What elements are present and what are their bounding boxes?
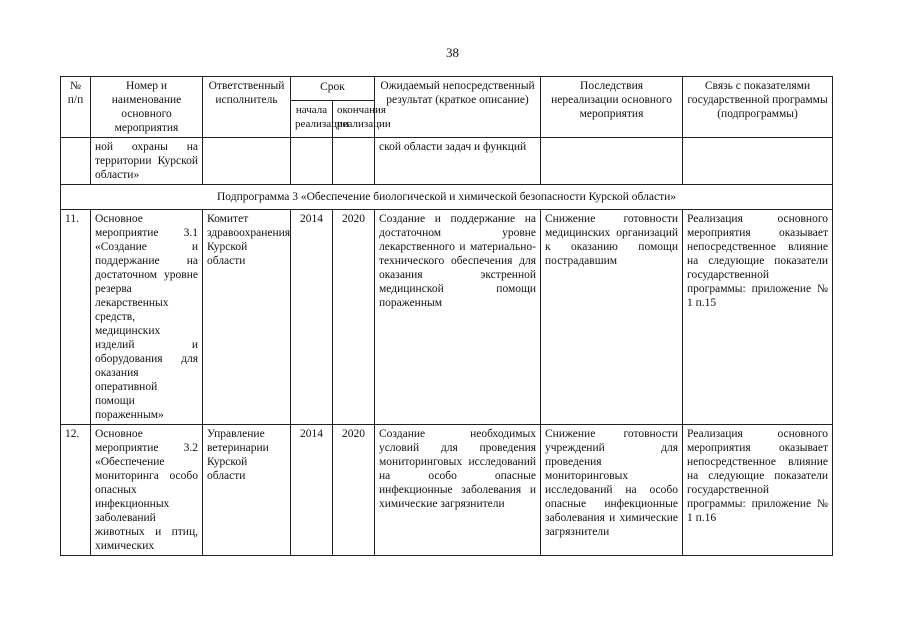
table-row [61, 425, 833, 556]
subprogram-title: Подпрограмма 3 «Обеспечение биологической и химической безопасности Курской области» [61, 185, 833, 210]
header-name: Номер и наименование основного мероприятия [91, 77, 203, 138]
header-link: Связь с показателями государственной программы (подпрограммы) [683, 77, 833, 138]
row-start: 2014 [291, 210, 333, 425]
row-consequences: Снижение готовности медицинских организаций к оказанию помощи пострадавшим [541, 210, 683, 425]
header-num: № п/п [61, 77, 91, 138]
row-name: Основное мероприятие 3.1 «Создание и поддержание на достаточном уровне резерва лекарственных средств, медицинских изделий и оборудования для оказания оперативной помощи пораженным» [91, 210, 203, 425]
row-result: Создание и поддержание на достаточном уровне лекарственного и материально-технического обеспечения для оказания экстренной медицинской помощи пораженным [375, 210, 541, 425]
header-consequences: Последствия нереализации основного мероприятия [541, 77, 683, 138]
subprogram-row [61, 185, 833, 210]
header-executor: Ответственный исполнитель [203, 77, 291, 138]
header-result: Ожидаемый непосредственный результат (краткое описание) [375, 77, 541, 138]
page-number: 38 [446, 45, 459, 60]
row-end: 2020 [333, 425, 375, 556]
row-consequences: Снижение готовности учреждений для проведения мониторинговых исследований на особо опасные инфекционные заболевания и химические загрязнители [541, 425, 683, 556]
row-link: Реализация основного мероприятия оказывает непосредственное влияние на следующие показатели государственной программы: приложение № 1 п.16 [683, 425, 833, 556]
row-num: 11. [61, 210, 91, 425]
row-executor: Управление ветеринарии Курской области [203, 425, 291, 556]
header-srok: Срок [291, 77, 375, 101]
row-start: 2014 [291, 425, 333, 556]
row-end: 2020 [333, 210, 375, 425]
continuation-result: ской области задач и функций [375, 138, 541, 185]
row-result: Создание необходимых условий для проведения мониторинговых исследований на особо опасные инфекционные заболевания и химические загрязнители [375, 425, 541, 556]
continuation-row [61, 138, 833, 185]
header-end: окончания реализации [333, 100, 375, 137]
continuation-name: ной охраны на территории Курской области» [91, 138, 203, 185]
header-row [61, 77, 833, 101]
row-link: Реализация основного мероприятия оказывает непосредственное влияние на следующие показатели государственной программы: приложение № 1 п.15 [683, 210, 833, 425]
header-start: начала реализации [291, 100, 333, 137]
table-row [61, 210, 833, 425]
measures-table [60, 76, 833, 556]
row-name: Основное мероприятие 3.2 «Обеспечение мониторинга особо опасных инфекционных заболеваний животных и птиц, химических [91, 425, 203, 556]
row-executor: Комитет здравоохранения Курской области [203, 210, 291, 425]
row-num: 12. [61, 425, 91, 556]
